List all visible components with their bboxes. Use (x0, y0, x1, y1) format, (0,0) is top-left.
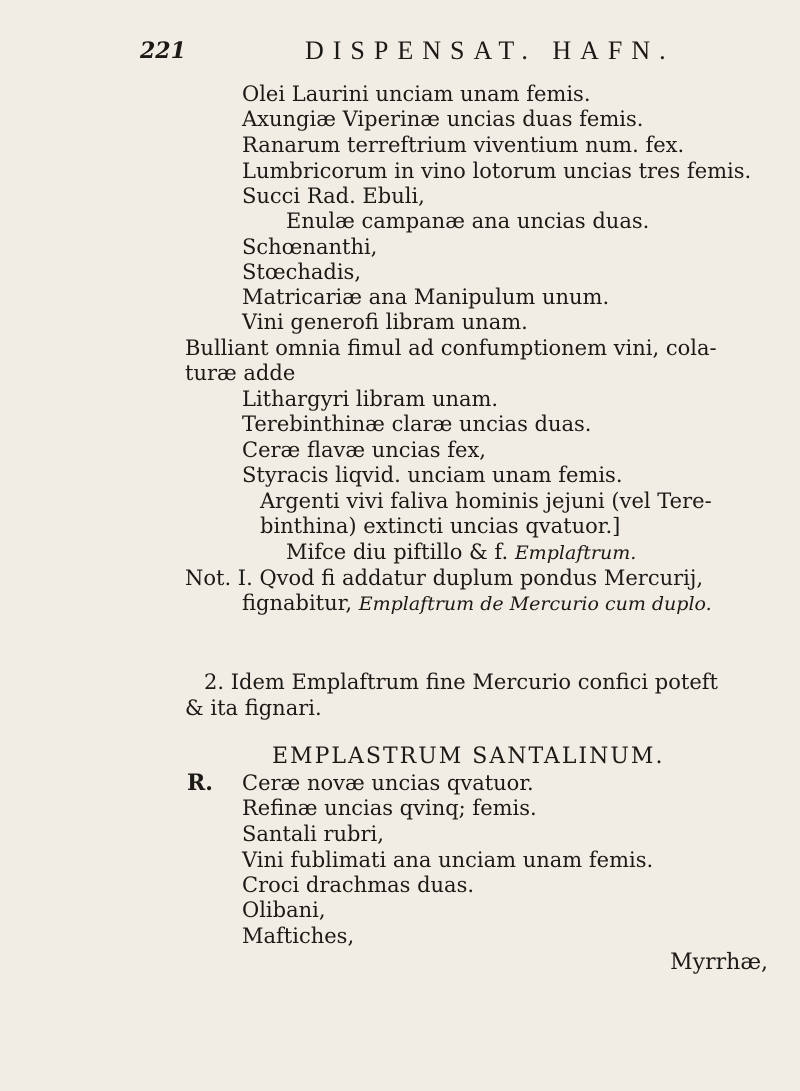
text-line: Lumbricorum in vino lotorum uncias tres femis. (242, 159, 752, 183)
section-title: EMPLASTRUM SANTALINUM. (272, 744, 665, 769)
text-line: Refinæ uncias qvinq; femis. (242, 796, 537, 820)
signature-phrase: fignabitur, (242, 591, 353, 615)
recipe-symbol: R. (187, 770, 213, 796)
text-line: Olei Laurini unciam unam femis. (242, 82, 591, 106)
text-line: Styracis liqvid. unciam unam femis. (242, 463, 623, 487)
text-line: Maftiches, (242, 924, 355, 948)
running-title: DISPENSAT. HAFN. (305, 36, 675, 65)
text-line: Vini generofi libram unam. (242, 310, 528, 334)
text-line: 2. Idem Emplaftrum fine Mercurio confici poteft (204, 670, 718, 694)
mix-instruction: Mifce diu piftillo & f. (286, 540, 509, 564)
text-line: Enulæ campanæ ana uncias duas. (286, 209, 650, 233)
text-line: Ceræ flavæ uncias fex, (242, 438, 486, 462)
page-number: 221 (140, 38, 186, 64)
text-line: Lithargyri libram unam. (242, 387, 499, 411)
text-line: Axungiæ Viperinæ uncias duas femis. (242, 107, 644, 131)
text-line: Matricariæ ana Manipulum unum. (242, 285, 610, 309)
text-line: Schœnanthi, (242, 235, 378, 259)
text-line: Stœchadis, (242, 260, 362, 284)
emplastrum-name: Emplaftrum de Mercurio cum duplo. (358, 593, 712, 615)
text-line: turæ adde (185, 361, 296, 385)
text-line: Ranarum terreftrium viventium num. fex. (242, 133, 685, 157)
text-line: Ceræ novæ uncias qvatuor. (242, 771, 534, 795)
catchword: Myrrhæ, (670, 950, 768, 975)
text-line: Not. I. Qvod fi addatur duplum pondus Mercurij, (185, 566, 704, 590)
text-line: Argenti vivi faliva hominis jejuni (vel Tere- (260, 489, 712, 513)
text-line: Olibani, (242, 898, 326, 922)
text-line: Croci drachmas duas. (242, 873, 475, 897)
text-line: Succi Rad. Ebuli, (242, 184, 425, 208)
text-line (286, 540, 636, 565)
text-line: Terebinthinæ claræ uncias duas. (242, 412, 592, 436)
text-line: Santali rubri, (242, 822, 384, 846)
text-line: Vini fublimati ana unciam unam femis. (242, 848, 654, 872)
emplastrum-word: Emplaftrum. (514, 542, 637, 564)
page-header (0, 36, 800, 76)
text-line: & ita fignari. (185, 696, 322, 720)
text-line: Bulliant omnia fimul ad confumptionem vini, cola- (185, 336, 717, 360)
text-line: binthina) extincti uncias qvatuor.] (260, 514, 621, 538)
text-line (242, 591, 712, 616)
